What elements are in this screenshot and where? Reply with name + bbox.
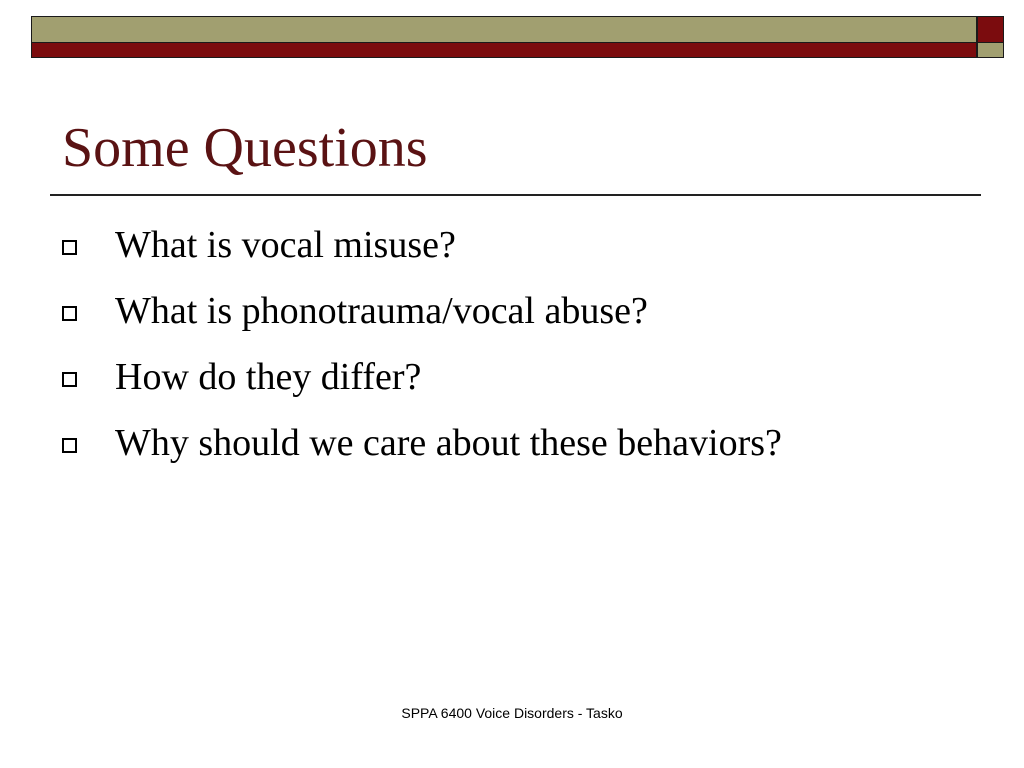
header-maroon-bar <box>31 42 977 58</box>
slide-footer: SPPA 6400 Voice Disorders - Tasko <box>401 705 623 721</box>
bullet-item <box>62 212 782 278</box>
title-divider <box>50 194 981 196</box>
bullet-item <box>62 410 782 476</box>
bullet-item <box>62 278 782 344</box>
bullet-text: What is phonotrauma/vocal abuse? <box>115 290 648 332</box>
bullet-item <box>62 344 782 410</box>
hollow-square-bullet-icon <box>62 240 77 255</box>
hollow-square-bullet-icon <box>62 372 77 387</box>
bullet-text: Why should we care about these behaviors? <box>115 422 782 464</box>
header-decoration <box>31 16 1004 59</box>
hollow-square-bullet-icon <box>62 306 77 321</box>
bullet-text: How do they differ? <box>115 356 422 398</box>
header-maroon-square <box>977 16 1004 42</box>
header-olive-bar <box>31 16 977 42</box>
hollow-square-bullet-icon <box>62 438 77 453</box>
slide-title: Some Questions <box>62 117 428 179</box>
header-olive-square <box>977 42 1004 58</box>
bullet-text: What is vocal misuse? <box>115 224 456 266</box>
bullet-list <box>62 212 782 476</box>
